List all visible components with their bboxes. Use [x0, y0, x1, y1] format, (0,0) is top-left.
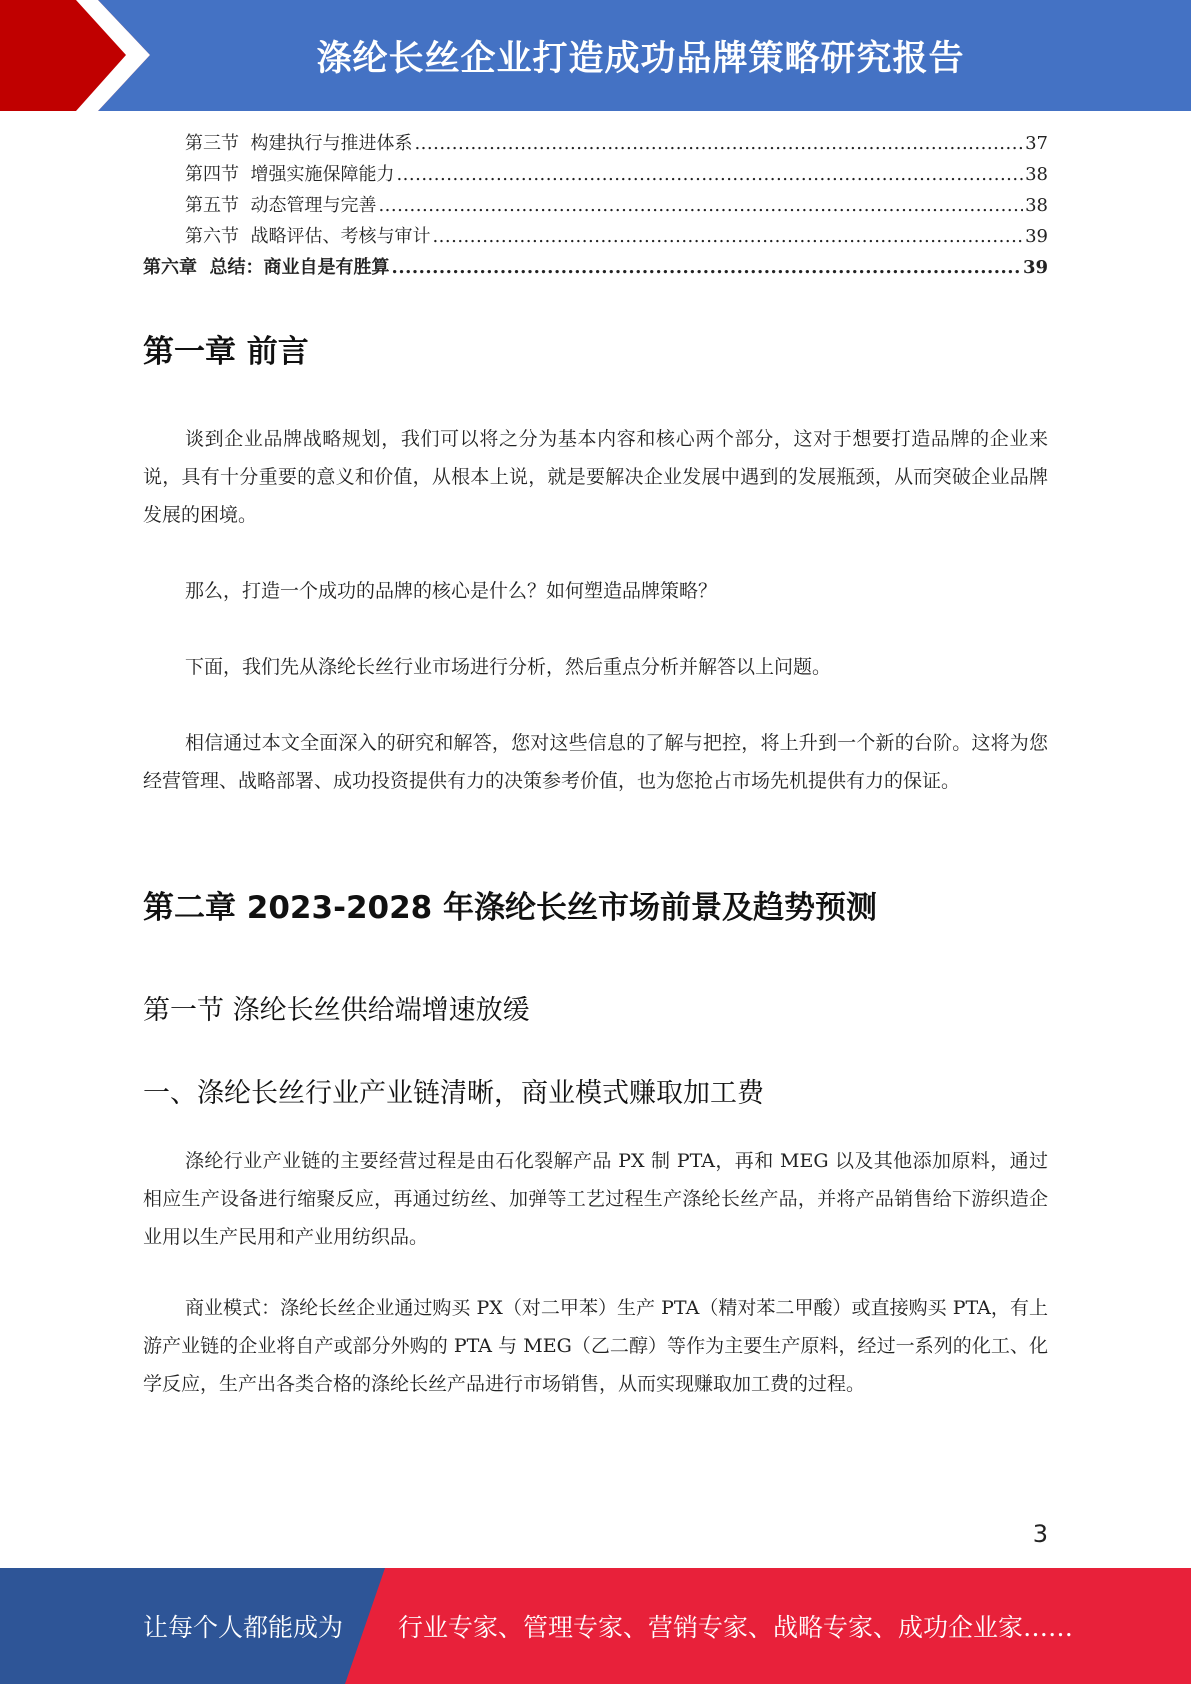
- toc-entry-title: 第六章 总结：商业自是有胜算: [143, 257, 390, 278]
- toc-entry[interactable]: [143, 221, 1048, 252]
- toc-entry-title: 第四节 增强实施保障能力: [185, 164, 395, 185]
- chapter-2-paragraph: 涤纶行业产业链的主要经营过程是由石化裂解产品 PX 制 PTA，再和 MEG 以及其他添加原料，通过相应生产设备进行缩聚反应，再通过纺丝、加弹等工艺过程生产涤纶长丝产品，并将产品销售给下游织造企业用以生产民用和产业用纺织品。: [143, 1150, 1048, 1248]
- chapter-1-paragraph: 那么，打造一个成功的品牌的核心是什么？如何塑造品牌策略？: [185, 580, 718, 602]
- toc-entry-page: 39: [1022, 257, 1048, 278]
- toc-leader-dots: [378, 190, 1023, 221]
- section-heading: 第一节 涤纶长丝供给端增速放缓: [143, 995, 530, 1026]
- toc-entry-page: 38: [1025, 195, 1048, 216]
- footer-banner: [0, 1568, 1191, 1684]
- subsection-heading: 一、涤纶长丝行业产业链清晰，商业模式赚取加工费: [143, 1078, 764, 1109]
- chapter-1-paragraph: 相信通过本文全面深入的研究和解答，您对这些信息的了解与把控，将上升到一个新的台阶。这将为您经营管理、战略部署、成功投资提供有力的决策参考价值，也为您抢占市场先机提供有力的保证。: [143, 732, 1048, 792]
- toc-entry-page: 39: [1025, 226, 1048, 247]
- toc-leader-dots: [414, 128, 1023, 159]
- toc-leader-dots: [396, 159, 1023, 190]
- toc-entry-chapter[interactable]: [143, 252, 1048, 283]
- toc-leader-dots: [392, 252, 1021, 283]
- chapter-1-paragraph: 下面，我们先从涤纶长丝行业市场进行分析，然后重点分析并解答以上问题。: [185, 656, 832, 678]
- chapter-2-heading: 第二章 2023-2028 年涤纶长丝市场前景及趋势预测: [143, 890, 878, 926]
- toc-entry[interactable]: [143, 190, 1048, 221]
- footer-slogan-left: 让每个人都能成为: [143, 1613, 344, 1642]
- toc-entry-title: 第五节 动态管理与完善: [185, 195, 377, 216]
- toc-entry[interactable]: [143, 128, 1048, 159]
- toc-entry-page: 37: [1025, 133, 1048, 154]
- toc-entry[interactable]: [143, 159, 1048, 190]
- chapter-2-paragraph: 商业模式：涤纶长丝企业通过购买 PX（对二甲苯）生产 PTA（精对苯二甲酸）或直接购买 PTA，有上游产业链的企业将自产或部分外购的 PTA 与 MEG（乙二醇）等作为主要生产原料，经过一系列的化工、化学反应，生产出各类合格的涤纶长丝产品进行市场销售，从而实现赚取加工费的过程。: [143, 1297, 1048, 1395]
- toc-entry-title: 第六节 战略评估、考核与审计: [185, 226, 431, 247]
- toc-leader-dots: [432, 221, 1023, 252]
- page-number: 3: [1032, 1520, 1048, 1548]
- toc-entry-page: 38: [1025, 164, 1048, 185]
- chapter-1-heading: 第一章 前言: [143, 334, 309, 370]
- chapter-1-paragraph: 谈到企业品牌战略规划，我们可以将之分为基本内容和核心两个部分，这对于想要打造品牌的企业来说，具有十分重要的意义和价值，从根本上说，就是要解决企业发展中遇到的发展瓶颈，从而突破企业品牌发展的困境。: [143, 428, 1048, 526]
- header-banner: [0, 0, 1191, 111]
- footer-slogan-right: 行业专家、管理专家、营销专家、战略专家、成功企业家……: [398, 1613, 1074, 1642]
- report-title: 涤纶长丝企业打造成功品牌策略研究报告: [316, 38, 965, 79]
- toc-entry-title: 第三节 构建执行与推进体系: [185, 133, 413, 154]
- table-of-contents: [143, 128, 1048, 283]
